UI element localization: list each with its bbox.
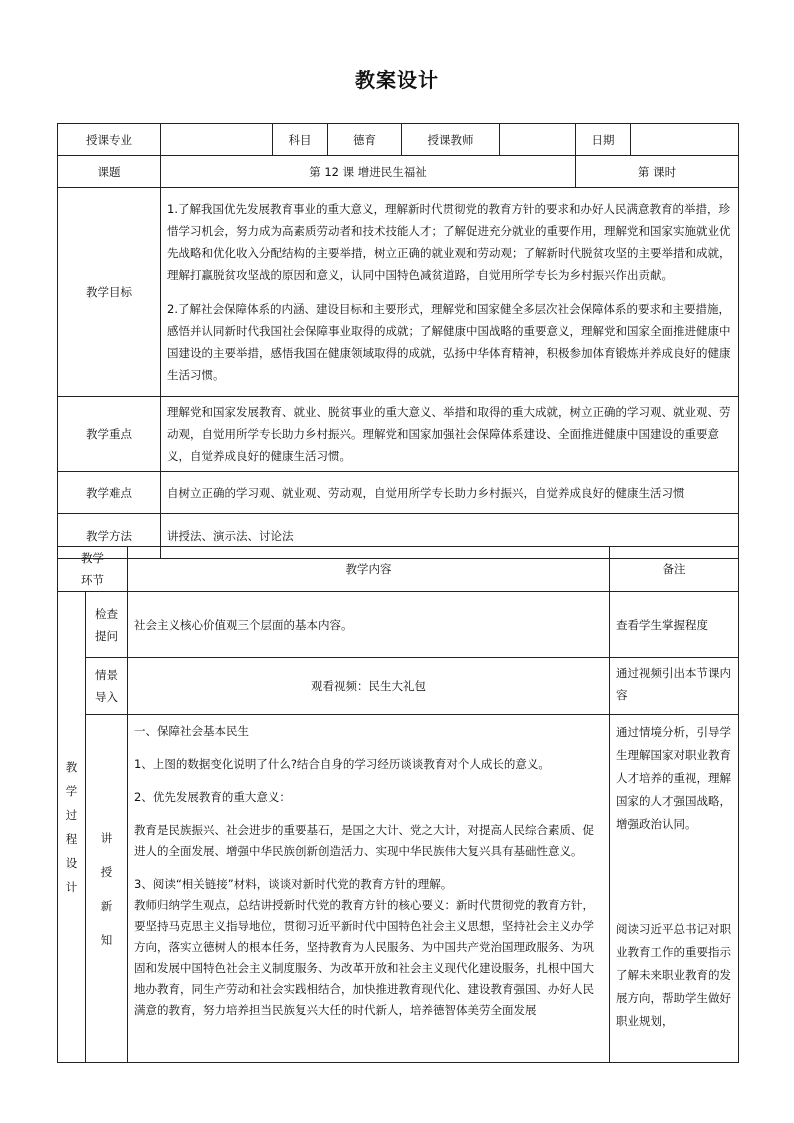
lecture-question-2: 2、优先发展教育的重大意义： — [134, 790, 291, 804]
methods-label: 教学方法 — [58, 514, 161, 559]
stage-label-line: 新 — [100, 898, 113, 913]
subject-label: 科目 — [273, 124, 328, 156]
intro-content: 观看视频：民生大礼包 — [128, 658, 610, 715]
stage-label-line: 授 — [100, 864, 113, 879]
stage-label-line: 讲 — [100, 830, 113, 845]
date-label: 日期 — [576, 124, 631, 156]
lecture-summary: 教师归纳学生观点，总结讲授新时代党的教育方针的核心要义：新时代贯彻党的教育方针，要坚持马克思主义指导地位，贯彻习近平新时代中国特色社会主义思想，坚持社会主义办学方向，落实立德树人的根本任务，坚持教育为人民服务、为中国共产党治国理政服务、为巩固和发展中国特色社会主义制度服务、为改革开放和社会主义现代化建设服务，扎根中国大地办教育，同生产劳动和社会实践相结合，加快推进教育现代化、建设教育强国、办好人民满意的教育，努力培养担当民族复兴大任的时代新人，培养德智体美劳全面发展 — [134, 898, 594, 1017]
teacher-label: 授课教师 — [402, 124, 500, 156]
stage-header-line-1: 教学 — [81, 551, 104, 565]
stage-label-line: 情景 — [95, 668, 118, 682]
major-value — [161, 124, 273, 156]
teacher-value — [500, 124, 576, 156]
lecture-answer-2: 教育是民族振兴、社会进步的重要基石，是国之大计、党之大计，对提高人民综合素质、促进人的全面发展、增强中华民族创新创造活力、实现中华民族伟大复兴具有基础性意义。 — [134, 823, 594, 858]
process-header-row — [58, 547, 739, 592]
check-note: 查看学生掌握程度 — [610, 592, 739, 658]
document-title: 教案设计 — [355, 68, 439, 92]
process-row-check — [58, 592, 739, 658]
topic-label: 课题 — [58, 156, 161, 188]
lecture-note-1: 通过情境分析，引导学生理解国家对职业教育人才培养的重视，理解国家的人才强国战略，增强政治认同。 — [616, 725, 731, 831]
goals-paragraph-1: 1.了解我国优先发展教育事业的重大意义，理解新时代贯彻党的教育方针的要求和办好人民满意教育的举措，珍惜学习机会，努力成为高素质劳动者和技术技能人才；了解促进充分就业的重要作用，理解党和国家实施就业优先战略和优化收入分配结构的主要举措，树立正确的就业观和劳动观；了解新时代脱贫攻坚的主要举措和成就，理解打赢脱贫攻坚战的原因和意义，认同中国特色减贫道路，自觉用所学专长为乡村振兴作出贡献。 — [167, 202, 731, 282]
teaching-process-table — [57, 546, 739, 1063]
stage-label-line: 提问 — [95, 628, 118, 643]
header-row — [58, 124, 739, 156]
lecture-note-2: 阅读习近平总书记对职业教育工作的重要指示了解未来职业教育的发展方向，帮助学生做好职业规划， — [616, 922, 731, 1028]
stage-header — [58, 547, 128, 592]
check-content: 社会主义核心价值观三个层面的基本内容。 — [128, 592, 610, 658]
content-header: 教学内容 — [128, 547, 610, 592]
lecture-heading: 一、保障社会基本民生 — [134, 724, 249, 738]
stage-label-line: 知 — [100, 932, 113, 947]
check-stage-label — [86, 592, 128, 658]
intro-note: 通过视频引出本节课内容 — [610, 658, 739, 715]
key-points-row — [58, 397, 739, 472]
difficulties-row — [58, 472, 739, 514]
outer-label-char: 过 — [65, 808, 78, 822]
process-outer-label — [58, 592, 86, 1063]
process-row-lecture — [58, 715, 739, 1063]
methods-content: 讲授法、演示法、讨论法 — [161, 514, 739, 559]
key-points-content: 理解党和国家发展教育、就业、脱贫事业的重大意义、举措和取得的重大成就，树立正确的学习观、就业观、劳动观，自觉用所学专长助力乡村振兴。理解党和国家加强社会保障体系建设、全面推进健康中国建设的重要意义，自觉养成良好的健康生活习惯。 — [161, 397, 739, 472]
topic-period: 第 课时 — [576, 156, 739, 188]
difficulties-label: 教学难点 — [58, 472, 161, 514]
date-value — [631, 124, 739, 156]
process-row-intro — [58, 658, 739, 715]
outer-label-char: 设 — [65, 856, 78, 870]
major-label: 授课专业 — [58, 124, 161, 156]
lecture-content — [128, 715, 610, 1063]
outer-label-char: 学 — [65, 784, 78, 798]
goals-content — [161, 188, 739, 397]
notes-header: 备注 — [610, 547, 739, 592]
goals-row — [58, 188, 739, 397]
topic-value: 第 12 课 增进民生福祉 — [161, 156, 576, 188]
goals-paragraph-2: 2.了解社会保障体系的内涵、建设目标和主要形式，理解党和国家健全多层次社会保障体系的要求和主要措施，感悟并认同新时代我国社会保障事业取得的成就；了解健康中国战略的重要意义，理解党和国家全面推进健康中国建设的主要举措，感悟我国在健康领域取得的成就，弘扬中华体育精神，积极参加体育锻炼并养成良好的健康生活习惯。 — [167, 302, 731, 382]
stage-label-line: 检查 — [95, 606, 118, 621]
goals-label: 教学目标 — [58, 188, 161, 397]
lecture-question-3: 3、阅读“相关链接”材料，谈谈对新时代党的教育方针的理解。 — [134, 877, 453, 891]
lecture-question-1: 1、上图的数据变化说明了什么?结合自身的学习经历谈谈教育对个人成长的意义。 — [134, 757, 550, 771]
lecture-notes — [610, 715, 739, 1063]
lecture-stage-label — [86, 715, 128, 1063]
outer-label-char: 程 — [65, 832, 78, 846]
subject-value: 德育 — [328, 124, 402, 156]
lesson-info-table — [57, 123, 739, 559]
stage-label-line: 导入 — [95, 690, 118, 704]
intro-stage-label — [86, 658, 128, 715]
outer-label-char: 教 — [65, 760, 78, 774]
stage-header-line-2: 环节 — [81, 573, 104, 587]
key-points-label: 教学重点 — [58, 397, 161, 472]
difficulties-content: 自树立正确的学习观、就业观、劳动观，自觉用所学专长助力乡村振兴，自觉养成良好的健康生活习惯 — [161, 472, 739, 514]
topic-row — [58, 156, 739, 188]
outer-label-char: 计 — [65, 880, 78, 894]
